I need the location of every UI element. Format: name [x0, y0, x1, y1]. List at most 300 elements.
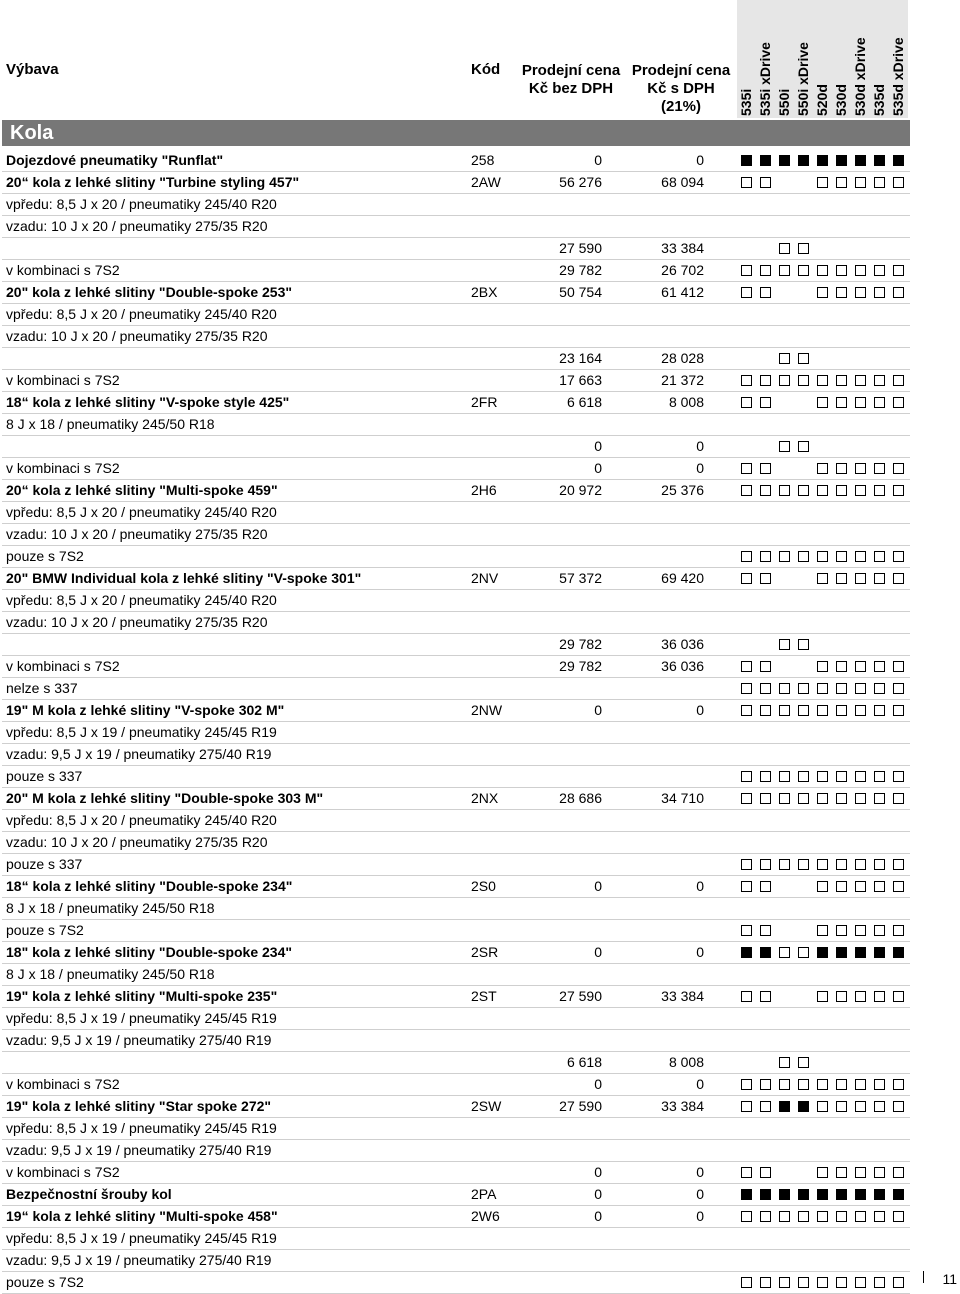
row-name: vpředu: 8,5 J x 19 / pneumatiky 245/45 R19 — [6, 724, 277, 740]
row-price-with-vat: 26 702 — [661, 262, 704, 278]
standard-equipment-square — [741, 155, 752, 166]
standard-equipment-square — [798, 155, 809, 166]
optional-equipment-square — [893, 991, 904, 1002]
row-price-with-vat: 36 036 — [661, 636, 704, 652]
optional-equipment-square — [817, 485, 828, 496]
row-name: v kombinaci s 7S2 — [6, 1164, 120, 1180]
model-header-label: 550i — [776, 88, 792, 116]
row-code: 2NX — [471, 790, 499, 806]
row-price-without-vat: 0 — [594, 944, 602, 960]
header-price-without-vat-line1: Prodejní cena — [521, 62, 621, 79]
row-price-with-vat: 33 384 — [661, 240, 704, 256]
optional-equipment-square — [836, 1277, 847, 1288]
optional-equipment-square — [798, 353, 809, 364]
optional-equipment-square — [874, 859, 885, 870]
optional-equipment-square — [760, 881, 771, 892]
row-price-with-vat: 0 — [696, 152, 704, 168]
optional-equipment-square — [817, 463, 828, 474]
optional-equipment-square — [760, 925, 771, 936]
optional-equipment-square — [779, 793, 790, 804]
model-header-4 — [813, 0, 832, 118]
optional-equipment-square — [836, 375, 847, 386]
optional-equipment-square — [760, 859, 771, 870]
optional-equipment-square — [779, 859, 790, 870]
optional-equipment-square — [836, 573, 847, 584]
optional-equipment-square — [779, 771, 790, 782]
row-name: 18“ kola z lehké slitiny "V-spoke style 425" — [6, 394, 290, 410]
row-name: Dojezdové pneumatiky "Runflat" — [6, 152, 224, 168]
optional-equipment-square — [893, 771, 904, 782]
optional-equipment-square — [874, 551, 885, 562]
optional-equipment-square — [855, 925, 866, 936]
optional-equipment-square — [874, 397, 885, 408]
optional-equipment-square — [855, 771, 866, 782]
header-price-without-vat — [512, 62, 630, 98]
row-name: 20“ kola z lehké slitiny "Turbine styling 457" — [6, 174, 300, 190]
row-name: vzadu: 10 J x 20 / pneumatiky 275/35 R20 — [6, 218, 268, 234]
optional-equipment-square — [893, 1101, 904, 1112]
optional-equipment-square — [741, 793, 752, 804]
header-price-without-vat-line2: Kč bez DPH — [528, 80, 614, 97]
row-price-without-vat: 0 — [594, 1186, 602, 1202]
optional-equipment-square — [893, 1277, 904, 1288]
model-header-5 — [832, 0, 851, 118]
row-name: vzadu: 10 J x 20 / pneumatiky 275/35 R20 — [6, 834, 268, 850]
optional-equipment-square — [817, 991, 828, 1002]
row-price-without-vat: 20 972 — [559, 482, 602, 498]
row-price-with-vat: 0 — [696, 460, 704, 476]
model-header-3 — [794, 0, 813, 118]
optional-equipment-square — [874, 1101, 885, 1112]
optional-equipment-square — [760, 705, 771, 716]
optional-equipment-square — [874, 463, 885, 474]
optional-equipment-square — [741, 771, 752, 782]
optional-equipment-square — [779, 1057, 790, 1068]
row-name: 8 J x 18 / pneumatiky 245/50 R18 — [6, 416, 215, 432]
row-price-with-vat: 21 372 — [661, 372, 704, 388]
standard-equipment-square — [874, 155, 885, 166]
row-name: vzadu: 10 J x 20 / pneumatiky 275/35 R20 — [6, 526, 268, 542]
row-code: 2SR — [471, 944, 499, 960]
row-code: 2BX — [471, 284, 498, 300]
optional-equipment-square — [855, 485, 866, 496]
section-header — [2, 120, 910, 146]
row-code: 2H6 — [471, 482, 497, 498]
optional-equipment-square — [760, 177, 771, 188]
optional-equipment-square — [874, 485, 885, 496]
row-price-without-vat: 0 — [594, 1076, 602, 1092]
row-divider — [2, 435, 910, 436]
row-name: 20" M kola z lehké slitiny "Double-spoke 303 M" — [6, 790, 324, 806]
optional-equipment-square — [836, 1101, 847, 1112]
row-name: 20" BMW Individual kola z lehké slitiny "V-spoke 301" — [6, 570, 362, 586]
optional-equipment-square — [741, 177, 752, 188]
row-divider — [2, 633, 910, 634]
optional-equipment-square — [741, 1079, 752, 1090]
header-vybava: Výbava — [6, 61, 59, 78]
optional-equipment-square — [874, 881, 885, 892]
optional-equipment-square — [798, 375, 809, 386]
model-header-label: 535i — [738, 88, 754, 116]
optional-equipment-square — [741, 1211, 752, 1222]
standard-equipment-square — [779, 1189, 790, 1200]
row-name: v kombinaci s 7S2 — [6, 1076, 120, 1092]
optional-equipment-square — [817, 1101, 828, 1112]
optional-equipment-square — [741, 375, 752, 386]
row-price-with-vat: 0 — [696, 1076, 704, 1092]
optional-equipment-square — [855, 463, 866, 474]
optional-equipment-square — [893, 463, 904, 474]
optional-equipment-square — [836, 705, 847, 716]
row-name: 19" kola z lehké slitiny "Star spoke 272" — [6, 1098, 272, 1114]
row-price-with-vat: 69 420 — [661, 570, 704, 586]
row-code: 2SW — [471, 1098, 502, 1114]
optional-equipment-square — [741, 1167, 752, 1178]
optional-equipment-square — [760, 991, 771, 1002]
row-divider — [2, 237, 910, 238]
row-price-without-vat: 17 663 — [559, 372, 602, 388]
optional-equipment-square — [779, 243, 790, 254]
optional-equipment-square — [741, 859, 752, 870]
optional-equipment-square — [741, 705, 752, 716]
row-name: 8 J x 18 / pneumatiky 245/50 R18 — [6, 966, 215, 982]
optional-equipment-square — [874, 287, 885, 298]
row-price-without-vat: 29 782 — [559, 636, 602, 652]
standard-equipment-square — [798, 1101, 809, 1112]
standard-equipment-square — [836, 155, 847, 166]
row-price-with-vat: 68 094 — [661, 174, 704, 190]
optional-equipment-square — [798, 639, 809, 650]
row-price-with-vat: 8 008 — [668, 1054, 704, 1070]
optional-equipment-square — [893, 177, 904, 188]
row-code: 2ST — [471, 988, 497, 1004]
header-price-with-vat — [622, 62, 740, 116]
optional-equipment-square — [779, 639, 790, 650]
standard-equipment-square — [817, 1189, 828, 1200]
optional-equipment-square — [741, 1101, 752, 1112]
optional-equipment-square — [874, 1079, 885, 1090]
optional-equipment-square — [874, 793, 885, 804]
row-price-without-vat: 0 — [594, 460, 602, 476]
optional-equipment-square — [817, 265, 828, 276]
optional-equipment-square — [798, 771, 809, 782]
standard-equipment-square — [760, 947, 771, 958]
optional-equipment-square — [798, 551, 809, 562]
standard-equipment-square — [741, 947, 752, 958]
optional-equipment-square — [855, 705, 866, 716]
optional-equipment-square — [817, 1211, 828, 1222]
optional-equipment-square — [798, 705, 809, 716]
row-price-with-vat: 25 376 — [661, 482, 704, 498]
optional-equipment-square — [817, 859, 828, 870]
optional-equipment-square — [893, 793, 904, 804]
optional-equipment-square — [741, 925, 752, 936]
optional-equipment-square — [760, 485, 771, 496]
row-price-without-vat: 23 164 — [559, 350, 602, 366]
optional-equipment-square — [836, 397, 847, 408]
standard-equipment-square — [817, 155, 828, 166]
optional-equipment-square — [874, 661, 885, 672]
model-header-label: 530d xDrive — [852, 37, 868, 116]
optional-equipment-square — [855, 573, 866, 584]
model-header-7 — [870, 0, 889, 118]
optional-equipment-square — [874, 375, 885, 386]
optional-equipment-square — [779, 551, 790, 562]
optional-equipment-square — [798, 793, 809, 804]
standard-equipment-square — [855, 1189, 866, 1200]
row-price-with-vat: 8 008 — [668, 394, 704, 410]
optional-equipment-square — [855, 265, 866, 276]
optional-equipment-square — [836, 771, 847, 782]
row-name: 18“ kola z lehké slitiny "Double-spoke 234" — [6, 878, 293, 894]
optional-equipment-square — [855, 1211, 866, 1222]
optional-equipment-square — [817, 881, 828, 892]
optional-equipment-square — [779, 1211, 790, 1222]
optional-equipment-square — [855, 1101, 866, 1112]
row-price-without-vat: 0 — [594, 1208, 602, 1224]
row-name: vpředu: 8,5 J x 19 / pneumatiky 245/45 R19 — [6, 1230, 277, 1246]
row-name: 19" kola z lehké slitiny "Multi-spoke 235" — [6, 988, 278, 1004]
optional-equipment-square — [779, 1277, 790, 1288]
optional-equipment-square — [779, 353, 790, 364]
row-name: Bezpečnostní šrouby kol — [6, 1186, 172, 1202]
optional-equipment-square — [836, 925, 847, 936]
optional-equipment-square — [760, 397, 771, 408]
row-code: 2AW — [471, 174, 501, 190]
optional-equipment-square — [817, 793, 828, 804]
optional-equipment-square — [798, 1057, 809, 1068]
optional-equipment-square — [893, 375, 904, 386]
optional-equipment-square — [798, 683, 809, 694]
optional-equipment-square — [874, 991, 885, 1002]
optional-equipment-square — [836, 265, 847, 276]
row-name: vzadu: 9,5 J x 19 / pneumatiky 275/40 R19 — [6, 1032, 272, 1048]
row-name: vpředu: 8,5 J x 20 / pneumatiky 245/40 R20 — [6, 306, 277, 322]
optional-equipment-square — [855, 881, 866, 892]
optional-equipment-square — [760, 771, 771, 782]
optional-equipment-square — [817, 771, 828, 782]
optional-equipment-square — [836, 1211, 847, 1222]
row-code: 2FR — [471, 394, 498, 410]
optional-equipment-square — [855, 375, 866, 386]
optional-equipment-square — [893, 1167, 904, 1178]
optional-equipment-square — [798, 859, 809, 870]
row-price-with-vat: 33 384 — [661, 988, 704, 1004]
optional-equipment-square — [798, 1277, 809, 1288]
optional-equipment-square — [836, 881, 847, 892]
optional-equipment-square — [798, 265, 809, 276]
standard-equipment-square — [741, 1189, 752, 1200]
optional-equipment-square — [893, 397, 904, 408]
optional-equipment-square — [836, 177, 847, 188]
optional-equipment-square — [893, 551, 904, 562]
row-price-without-vat: 6 618 — [566, 394, 602, 410]
optional-equipment-square — [893, 287, 904, 298]
optional-equipment-square — [855, 661, 866, 672]
row-name: v kombinaci s 7S2 — [6, 372, 120, 388]
optional-equipment-square — [817, 1079, 828, 1090]
optional-equipment-square — [798, 485, 809, 496]
row-code: 2W6 — [471, 1208, 500, 1224]
optional-equipment-square — [817, 397, 828, 408]
optional-equipment-square — [760, 683, 771, 694]
optional-equipment-square — [798, 441, 809, 452]
optional-equipment-square — [855, 859, 866, 870]
optional-equipment-square — [798, 1211, 809, 1222]
row-price-with-vat: 0 — [696, 702, 704, 718]
header-price-with-vat-line1: Prodejní cena — [631, 62, 731, 79]
optional-equipment-square — [855, 1167, 866, 1178]
optional-equipment-square — [874, 265, 885, 276]
row-price-with-vat: 0 — [696, 1186, 704, 1202]
row-code: 2NW — [471, 702, 503, 718]
row-name: vzadu: 10 J x 20 / pneumatiky 275/35 R20 — [6, 614, 268, 630]
standard-equipment-square — [836, 947, 847, 958]
optional-equipment-square — [741, 661, 752, 672]
optional-equipment-square — [741, 551, 752, 562]
optional-equipment-square — [855, 551, 866, 562]
optional-equipment-square — [779, 947, 790, 958]
row-price-without-vat: 57 372 — [559, 570, 602, 586]
optional-equipment-square — [874, 771, 885, 782]
optional-equipment-square — [893, 1079, 904, 1090]
optional-equipment-square — [741, 265, 752, 276]
optional-equipment-square — [836, 485, 847, 496]
optional-equipment-square — [836, 463, 847, 474]
optional-equipment-square — [893, 683, 904, 694]
row-name: v kombinaci s 7S2 — [6, 658, 120, 674]
row-price-with-vat: 0 — [696, 438, 704, 454]
optional-equipment-square — [855, 991, 866, 1002]
row-code: 2NV — [471, 570, 499, 586]
row-name: pouze s 7S2 — [6, 1274, 84, 1290]
optional-equipment-square — [741, 1277, 752, 1288]
optional-equipment-square — [836, 793, 847, 804]
header-kod: Kód — [471, 61, 501, 78]
optional-equipment-square — [836, 1079, 847, 1090]
row-price-with-vat: 61 412 — [661, 284, 704, 300]
standard-equipment-square — [855, 155, 866, 166]
standard-equipment-square — [760, 1189, 771, 1200]
optional-equipment-square — [817, 661, 828, 672]
row-name: vzadu: 9,5 J x 19 / pneumatiky 275/40 R19 — [6, 1252, 272, 1268]
row-name: pouze s 7S2 — [6, 922, 84, 938]
row-name: nelze s 337 — [6, 680, 78, 696]
optional-equipment-square — [760, 1211, 771, 1222]
standard-equipment-square — [779, 155, 790, 166]
optional-equipment-square — [817, 1167, 828, 1178]
row-name: vpředu: 8,5 J x 19 / pneumatiky 245/45 R19 — [6, 1120, 277, 1136]
standard-equipment-square — [874, 947, 885, 958]
row-price-without-vat: 27 590 — [559, 240, 602, 256]
header-price-with-vat-line2: Kč s DPH — [647, 80, 715, 97]
optional-equipment-square — [893, 881, 904, 892]
optional-equipment-square — [817, 177, 828, 188]
optional-equipment-square — [798, 947, 809, 958]
row-name: pouze s 337 — [6, 856, 83, 872]
standard-equipment-square — [760, 155, 771, 166]
optional-equipment-square — [893, 265, 904, 276]
standard-equipment-square — [836, 1189, 847, 1200]
optional-equipment-square — [893, 485, 904, 496]
row-name: vpředu: 8,5 J x 20 / pneumatiky 245/40 R20 — [6, 592, 277, 608]
optional-equipment-square — [817, 287, 828, 298]
optional-equipment-square — [817, 1277, 828, 1288]
optional-equipment-square — [760, 551, 771, 562]
optional-equipment-square — [836, 683, 847, 694]
optional-equipment-square — [874, 177, 885, 188]
model-header-label: 535d xDrive — [890, 37, 906, 116]
optional-equipment-square — [760, 661, 771, 672]
optional-equipment-square — [741, 485, 752, 496]
standard-equipment-square — [817, 947, 828, 958]
row-name: 18" kola z lehké slitiny "Double-spoke 234" — [6, 944, 293, 960]
row-price-with-vat: 0 — [696, 1164, 704, 1180]
optional-equipment-square — [817, 705, 828, 716]
row-price-with-vat: 34 710 — [661, 790, 704, 806]
optional-equipment-square — [779, 265, 790, 276]
row-price-without-vat: 0 — [594, 438, 602, 454]
optional-equipment-square — [779, 1079, 790, 1090]
model-header-1 — [756, 0, 775, 118]
row-price-without-vat: 0 — [594, 702, 602, 718]
standard-equipment-square — [779, 1101, 790, 1112]
model-header-8 — [889, 0, 908, 118]
row-price-without-vat: 0 — [594, 1164, 602, 1180]
optional-equipment-square — [874, 1277, 885, 1288]
row-code: 2S0 — [471, 878, 496, 894]
optional-equipment-square — [836, 991, 847, 1002]
model-header-0 — [737, 0, 756, 118]
row-name: v kombinaci s 7S2 — [6, 262, 120, 278]
row-code: 258 — [471, 152, 495, 168]
optional-equipment-square — [855, 397, 866, 408]
row-price-with-vat: 0 — [696, 878, 704, 894]
row-name: pouze s 337 — [6, 768, 83, 784]
optional-equipment-square — [893, 573, 904, 584]
optional-equipment-square — [874, 573, 885, 584]
optional-equipment-square — [817, 375, 828, 386]
model-header-6 — [851, 0, 870, 118]
optional-equipment-square — [779, 683, 790, 694]
header-price-with-vat-line3: (21%) — [660, 98, 701, 115]
row-price-without-vat: 50 754 — [559, 284, 602, 300]
model-header-2 — [775, 0, 794, 118]
optional-equipment-square — [893, 859, 904, 870]
optional-equipment-square — [779, 485, 790, 496]
row-price-with-vat: 28 028 — [661, 350, 704, 366]
optional-equipment-square — [855, 1277, 866, 1288]
optional-equipment-square — [874, 925, 885, 936]
row-divider — [2, 1051, 910, 1052]
optional-equipment-square — [741, 991, 752, 1002]
optional-equipment-square — [798, 1079, 809, 1090]
section-title: Kola — [10, 122, 54, 144]
optional-equipment-square — [817, 683, 828, 694]
row-price-with-vat: 36 036 — [661, 658, 704, 674]
optional-equipment-square — [760, 375, 771, 386]
optional-equipment-square — [760, 1101, 771, 1112]
optional-equipment-square — [893, 705, 904, 716]
model-header-label: 550i xDrive — [795, 42, 811, 116]
row-name: 8 J x 18 / pneumatiky 245/50 R18 — [6, 900, 215, 916]
optional-equipment-square — [779, 705, 790, 716]
optional-equipment-square — [874, 683, 885, 694]
optional-equipment-square — [760, 287, 771, 298]
optional-equipment-square — [760, 1167, 771, 1178]
optional-equipment-square — [760, 1277, 771, 1288]
model-header-label: 535i xDrive — [757, 42, 773, 116]
